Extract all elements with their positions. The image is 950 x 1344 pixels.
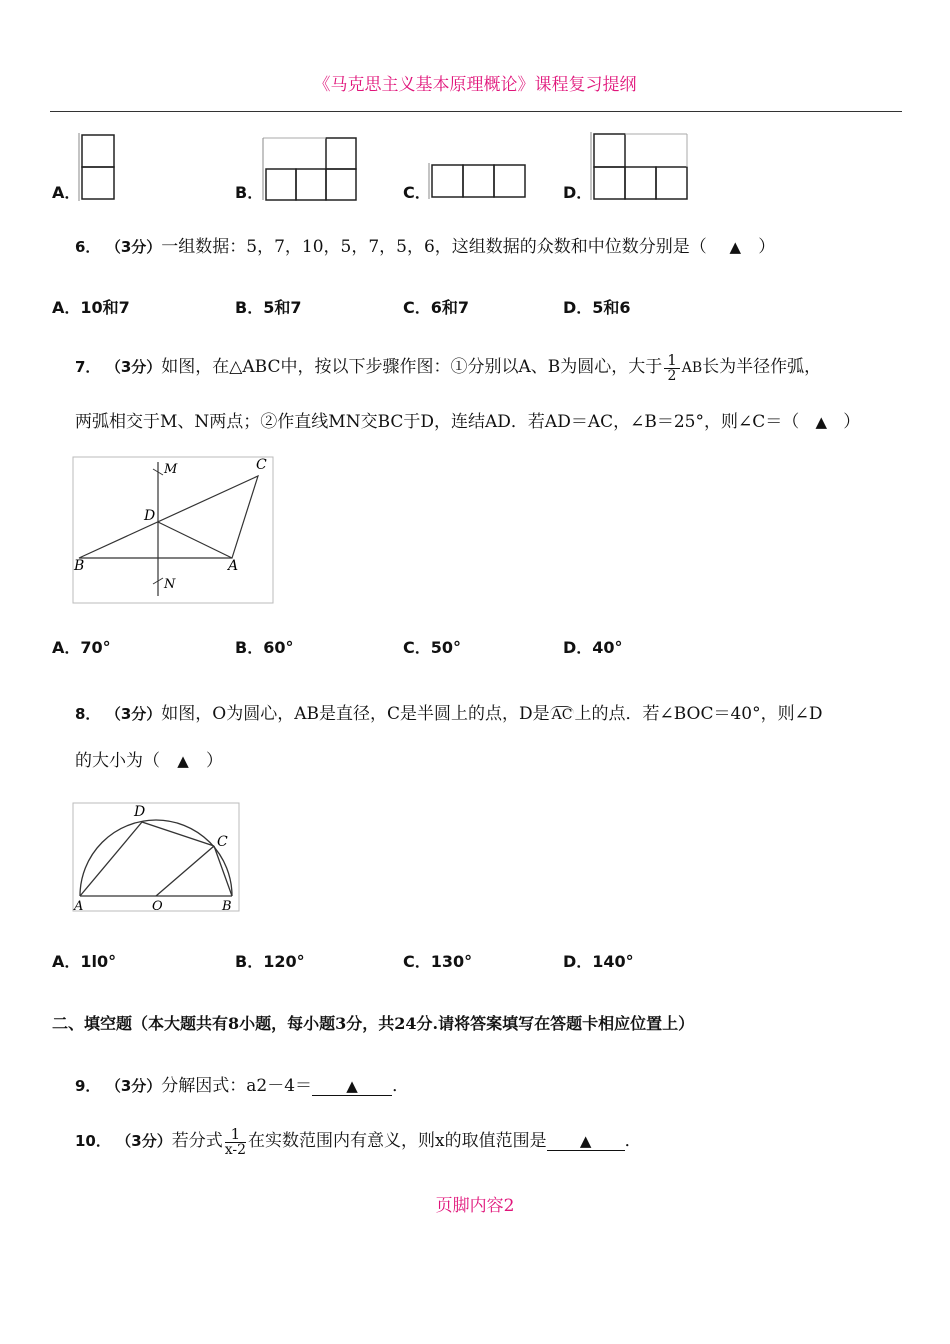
q7-text-a: 如图，在△ABC中，按以下步骤作图：①分别以A、B为圆心，大于: [161, 357, 663, 377]
q7-number: 7．: [75, 358, 101, 376]
q8-label-c: C: [217, 834, 228, 850]
q6-stem: [75, 232, 775, 257]
page-footer: 页脚内容2: [435, 1196, 515, 1216]
q8-label-d: D: [134, 804, 146, 820]
q7-stem-line2: [75, 407, 860, 432]
q6-option-c: C．6和7: [403, 298, 470, 317]
q7-label-a: A: [228, 558, 239, 574]
q10-text-a: 若分式: [171, 1131, 223, 1151]
q7-label-n: N: [164, 577, 176, 592]
q6-option-d: D．5和6: [563, 298, 631, 317]
q8-option-d: D．140°: [563, 952, 634, 971]
q6-close: ）: [758, 237, 776, 257]
q8-stem-line1: [75, 699, 822, 724]
q5-option-a-label: A．: [52, 183, 81, 202]
q7-figure: [72, 456, 276, 606]
q8-text-line2: 的大小为（: [75, 751, 160, 771]
q6-blank: ▲: [729, 238, 741, 256]
q9-stem: [75, 1071, 409, 1096]
q7-fraction-tail: AB: [681, 360, 703, 376]
q7-option-c: C．50°: [403, 638, 462, 657]
q8-option-a: A．1l0°: [52, 952, 117, 971]
q10-score: （3分）: [116, 1132, 172, 1150]
q9-text: 分解因式：a2－4＝: [161, 1076, 313, 1096]
q6-option-a: A．10和7: [52, 298, 130, 317]
q8-stem-line2: [75, 746, 223, 771]
q7-fraction: [664, 350, 680, 384]
q8-label-b: B: [222, 899, 232, 914]
q10-fraction: [224, 1124, 247, 1158]
page-header-title: 《马克思主义基本原理概论》课程复习提纲: [313, 75, 637, 95]
q8-label-o: O: [152, 899, 163, 914]
q5-option-b-figure: [262, 136, 358, 202]
q5-option-a-figure: [78, 133, 118, 201]
q7-fraction-numerator: 1: [664, 353, 680, 369]
q10-answer-blank[interactable]: ▲: [547, 1132, 625, 1151]
q5-option-c-figure: [428, 163, 528, 201]
q5-option-d-figure: [590, 132, 690, 202]
q8-arc-ac: AC: [551, 707, 573, 723]
q5-option-c-label: C．: [403, 183, 431, 202]
q9-end: ．: [392, 1076, 410, 1096]
q7-label-c: C: [256, 457, 267, 473]
q8-score: （3分）: [105, 705, 162, 723]
q8-number: 8．: [75, 705, 101, 723]
q6-score: （3分）: [105, 238, 162, 256]
q8-label-a: A: [74, 899, 84, 914]
q8-option-c: C．130°: [403, 952, 473, 971]
q7-option-a: A．70°: [52, 638, 111, 657]
q7-text-line2: 两弧相交于M、N两点；②作直线MN交BC于D，连结AD．若AD＝AC，∠B＝25°，则∠C＝（: [75, 412, 800, 432]
q8-blank: ▲: [177, 752, 189, 770]
q10-text-b: 在实数范围内有意义，则x的取值范围是: [248, 1131, 547, 1151]
q7-text-b: 长为半径作弧，: [702, 357, 822, 377]
q7-close: ）: [843, 412, 861, 432]
q6-text: 一组数据：5，7，10，5，7，5，6，这组数据的众数和中位数分别是（: [161, 237, 707, 257]
q10-end: ．: [624, 1131, 642, 1151]
q7-blank: ▲: [815, 413, 827, 431]
q6-number: 6．: [75, 238, 101, 256]
q10-fraction-numerator: 1: [225, 1127, 246, 1143]
q8-figure: [72, 802, 242, 914]
q5-option-d-label: D．: [563, 183, 593, 202]
q8-text-b: 上的点．若∠BOC＝40°，则∠D: [574, 704, 823, 724]
q7-option-b: B．60°: [235, 638, 294, 657]
q5-option-b-label: B．: [235, 183, 264, 202]
section-2-heading: 二、填空题（本大题共有8小题，每小题3分，共24分.请将答案填写在答题卡相应位置上）: [52, 1014, 695, 1033]
q8-text-a: 如图，O为圆心，AB是直径，C是半圆上的点，D是: [161, 704, 550, 724]
q7-label-m: M: [164, 462, 178, 477]
q7-fraction-denominator: 2: [667, 367, 677, 384]
q8-close: ）: [206, 751, 223, 771]
q9-score: （3分）: [105, 1077, 162, 1095]
q7-label-d: D: [144, 508, 156, 524]
header-divider: [50, 111, 902, 112]
q6-option-b: B．5和7: [235, 298, 302, 317]
q7-stem-line1: [75, 352, 821, 383]
q10-stem: [75, 1126, 642, 1157]
q8-option-b: B．120°: [235, 952, 305, 971]
q7-score: （3分）: [105, 358, 162, 376]
q9-number: 9．: [75, 1077, 101, 1095]
q9-answer-blank[interactable]: ▲: [312, 1077, 392, 1096]
q7-option-d: D．40°: [563, 638, 623, 657]
q10-fraction-denominator: x-2: [224, 1141, 247, 1158]
q7-label-b: B: [74, 558, 85, 574]
q10-number: 10．: [75, 1132, 111, 1150]
